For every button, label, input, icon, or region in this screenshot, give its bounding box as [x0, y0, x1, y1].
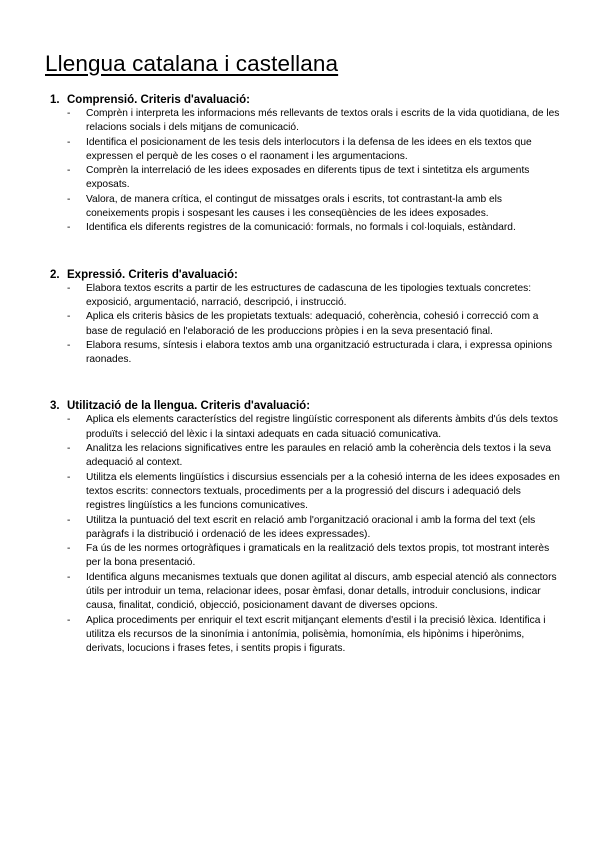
list-item: - Aplica els criteris bàsics de les propietats textuals: adequació, coherència, cohesió i correcció com a base de regulació en l'elaboració de les produccions pròpies i en la seva presentació final.	[67, 311, 539, 337]
section-heading	[50, 268, 560, 282]
section-number: 3.	[50, 400, 60, 413]
section-comprehension	[50, 93, 560, 236]
section-title: Expressió. Criteris d'avaluació:	[67, 268, 238, 281]
list-item: - Fa ús de les normes ortogràfiques i gramaticals en la realització dels textos propis, tot mostrant interès per la bona presentació.	[67, 543, 550, 569]
list-item: - Utilitza els elements lingüístics i discursius essencials per a la cohesió interna de les idees exposades en textos escrits: connectors textuals, procediments per a la progressió del discurs i adequació dels registres lingüístics a les funcions comunicatives.	[67, 471, 560, 512]
list-item: - Comprèn i interpreta les informacions més rellevants de textos orals i escrits de la vida quotidiana, de les relacions socials i dels mitjans de comunicació.	[67, 108, 560, 134]
section-number: 1.	[50, 94, 60, 106]
section-expression	[50, 268, 560, 368]
section-language-use	[50, 399, 560, 656]
list-item: - Analitza les relacions significatives entre les paraules en relació amb la coherència dels textos i la seva adequació al context.	[67, 443, 551, 469]
criteria-list	[50, 413, 560, 656]
list-item: - Valora, de manera crítica, el contingut de missatges orals i escrits, tot contrastant-la amb els coneixements propis i sospesant les causes i les conseqüències de les idees exposades.	[67, 193, 502, 220]
page-title: Llengua catalana i castellana	[45, 51, 339, 76]
list-item: - Utilitza la puntuació del text escrit en relació amb l'organització oracional i amb la forma del text (els paràgrafs i la distribució i ordenació de les idees expressades).	[67, 514, 536, 540]
list-item: - Identifica el posicionament de les tesis dels interlocutors i la defensa de les idees en els textos que expressen el perquè de les coses o el raonament i les argumentacions.	[67, 136, 532, 162]
list-item: - Comprèn la interrelació de les idees exposades en diferents tipus de text i sintetitza els arguments exposats.	[67, 165, 530, 191]
section-heading	[50, 93, 560, 107]
criteria-list	[50, 107, 560, 236]
section-heading	[50, 399, 560, 413]
list-item: - Identifica els diferents registres de la comunicació: formals, no formals i col·loquials, estàndard.	[67, 222, 516, 234]
list-item: - Aplica els elements característics del registre lingüístic corresponent als diferents àmbits d'ús dels textos produïts i selecció del lèxic i la sintaxi adequats en cada situació comunicativa.	[67, 414, 558, 440]
section-title: Comprensió. Criteris d'avaluació:	[67, 94, 250, 106]
list-item: - Elabora textos escrits a partir de les estructures de cadascuna de les tipologies textuals concretes: exposició, argumentació, narració, descripció, i instrucció.	[67, 282, 532, 308]
list-item: - Identifica alguns mecanismes textuals que donen agilitat al discurs, amb especial atenció als connectors útils per introduir un tema, relacionar idees, posar èmfasi, donar detalls, introduir conclusions, indicar causa, finalitat, condició, objecció, posicionament davant de diverses opcions.	[67, 571, 557, 612]
list-item: - Aplica procediments per enriquir el text escrit mitjançant elements d'estil i la precisió lèxica. Identifica i utilitza els recursos de la sinonímia i antonímia, polisèmia, homonímia, els hipònims i hiperònims, derivats, locucions i frases fetes, i sentits propis i figurats.	[67, 614, 546, 655]
criteria-list	[50, 282, 560, 368]
section-title: Utilització de la llengua. Criteris d'avaluació:	[67, 400, 311, 413]
section-number: 2.	[50, 268, 60, 281]
list-item: - Elabora resums, síntesis i elabora textos amb una organització estructurada i clara, i expressa opinions raonades.	[67, 339, 553, 366]
